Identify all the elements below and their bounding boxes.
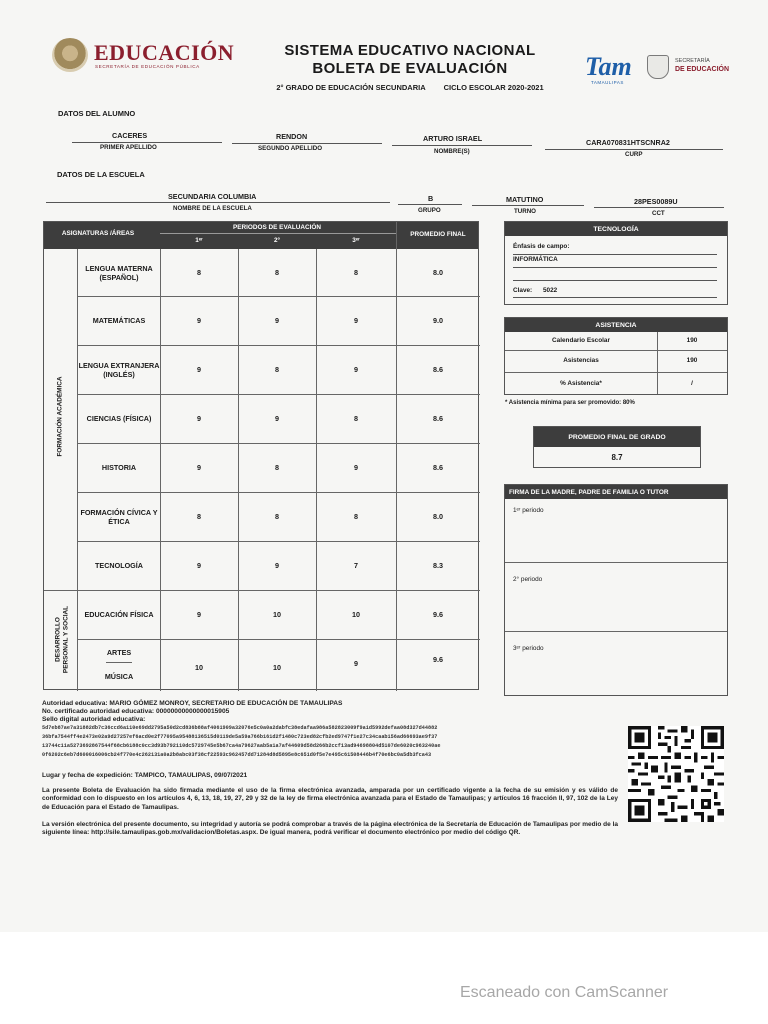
tamaulipas-logo bbox=[585, 52, 735, 88]
signature-period-1: 1ᵉʳ periodo bbox=[513, 507, 544, 514]
verification-paragraph: La versión electrónica del presente documento, su integridad y autoría se podrá comprobar a través de la página electrónica de la Secretaría de Educación de Tamaulipas por medio de la siguiente línea: http://sile.tamaulipas.gob.mx/validacion/Boletas.aspx. De igual manera, podrá verificar el documento electrónico por medio del código QR. bbox=[42, 821, 618, 837]
document-title: BOLETA DE EVALUACIÓN bbox=[312, 60, 508, 77]
seal-line-3: 13744c11a5273692867544f68cb6188c0cc3d93b792110dc5729745e5b67ca4a79627aab5a1a7af44609d58d266b2ccf13ad94698804d5107de6020c963240ae bbox=[42, 743, 441, 749]
emphasis-label: Énfasis de campo: bbox=[513, 243, 570, 250]
subject-name: TECNOLOGÍA bbox=[95, 561, 143, 570]
qr-code-icon[interactable] bbox=[628, 726, 724, 822]
grade-period-3: 8 bbox=[354, 512, 358, 521]
shift-value: MATUTINO bbox=[506, 195, 544, 204]
signature-legal-paragraph: La presente Boleta de Evaluación ha sido firmada mediante el uso de la firma electrónica avanzada, amparada por un certificado vigente a la fecha de su emisión y es válido de conformidad con lo dispuesto en los artículos 4, 6, 13, 18, 19, 27, 29 y 32 de la ley de firma electrónica avanzada para el Estado de Tamaulipas; y artículos 16 fracción II, 97, 102 de la Ley de Educación para el Estado de Tamaulipas. bbox=[42, 787, 618, 811]
personal-group-label-1: DESARROLLO bbox=[54, 617, 62, 662]
names-value: ARTURO ISRAEL bbox=[423, 134, 483, 143]
place-date: Lugar y fecha de expedición: TAMPICO, TAMAULIPAS, 09/07/2021 bbox=[42, 772, 248, 779]
state-shield-icon bbox=[647, 55, 669, 79]
school-name-label: NOMBRE DE LA ESCUELA bbox=[173, 205, 252, 212]
grid-line bbox=[505, 631, 727, 632]
subject-name: HISTORIA bbox=[101, 463, 137, 472]
grade-period-3: 9 bbox=[354, 659, 358, 668]
grade-period-2: 9 bbox=[275, 316, 279, 325]
periods-column-header: PERIODOS DE EVALUACIÓN bbox=[233, 224, 321, 231]
percent-value: / bbox=[691, 380, 693, 387]
signature-period-2: 2° periodo bbox=[513, 576, 543, 583]
attendance-note: * Asistencia mínima para ser promovido: 80% bbox=[505, 400, 635, 406]
attendance-panel-title: ASISTENCIA bbox=[505, 318, 727, 332]
grade-period-2: 10 bbox=[273, 610, 281, 619]
subjects-column-header: ASIGNATURAS /ÁREAS bbox=[61, 230, 135, 237]
attendance-value: 190 bbox=[686, 357, 698, 364]
grade-period-1: 10 bbox=[195, 663, 203, 672]
final-average: 8.6 bbox=[433, 414, 443, 423]
subject-name: EDUCACIÓN FÍSICA bbox=[84, 610, 154, 619]
state-sec-line2: DE EDUCACIÓN bbox=[675, 66, 730, 73]
national-seal-icon bbox=[52, 38, 88, 72]
grade-period-1: 8 bbox=[197, 512, 201, 521]
seal-line-2: 36bfa7544ff4e2473e02a9d27257ef6acd0e2f77095a95488136515d0119de5a59a766b161d2f1480c723ed82cfb2ed9747f1e27c34caab156ad66693ae9f37 bbox=[42, 734, 438, 740]
final-average: 8.3 bbox=[433, 561, 443, 570]
attendance-label: Asistencias bbox=[563, 357, 599, 364]
period-3-header: 3ᵉʳ bbox=[352, 237, 360, 244]
period-2-header: 2° bbox=[273, 237, 281, 244]
academic-group-label: FORMACIÓN ACADÉMICA bbox=[56, 376, 64, 457]
subject-subname: MÚSICA bbox=[104, 671, 134, 681]
grade-period-1: 9 bbox=[197, 561, 201, 570]
key-label: Clave: bbox=[513, 287, 533, 294]
first-surname-label: PRIMER APELLIDO bbox=[100, 144, 157, 151]
second-surname-label: SEGUNDO APELLIDO bbox=[258, 145, 323, 152]
calendar-value: 190 bbox=[686, 337, 698, 344]
second-surname-value: RENDON bbox=[276, 132, 308, 141]
grade-period-2: 10 bbox=[273, 663, 281, 672]
underline bbox=[232, 143, 382, 144]
authority-line: Autoridad educativa: MARIO GÓMEZ MONROY, SECRETARIO DE EDUCACIÓN DE TAMAULIPAS bbox=[42, 700, 343, 707]
underline bbox=[513, 297, 717, 298]
grade-period-2: 9 bbox=[275, 561, 279, 570]
grade-period-2: 9 bbox=[275, 414, 279, 423]
period-1-header: 1ᵉʳ bbox=[195, 237, 203, 244]
certificate-number: No. certificado autoridad educativa: 00000000000000015905 bbox=[42, 708, 230, 715]
underline bbox=[72, 142, 222, 143]
underline bbox=[513, 280, 717, 281]
student-section-title: DATOS DEL ALUMNO bbox=[58, 109, 136, 118]
final-average: 8.0 bbox=[433, 512, 443, 521]
school-name-value: SECUNDARIA COLUMBIA bbox=[168, 192, 257, 201]
final-grade-panel bbox=[533, 426, 701, 468]
subject-name: ARTES bbox=[106, 647, 132, 657]
sep-brand: EDUCACIÓN bbox=[94, 40, 235, 65]
school-section-title: DATOS DE LA ESCUELA bbox=[57, 170, 145, 179]
final-grade-value: 8.7 bbox=[611, 453, 623, 462]
tam-brand: Tam bbox=[585, 52, 632, 81]
grade-period-1: 9 bbox=[197, 365, 201, 374]
grades-table-header bbox=[44, 222, 478, 249]
grade-period-1: 9 bbox=[197, 414, 201, 423]
technology-panel bbox=[504, 221, 728, 305]
signature-period-3: 3ᵉʳ periodo bbox=[513, 645, 544, 652]
grade-period-1: 8 bbox=[197, 268, 201, 277]
grade-period-1: 9 bbox=[197, 316, 201, 325]
grade-period-3: 9 bbox=[354, 365, 358, 374]
personal-group-label-2: PERSONAL Y SOCIAL bbox=[62, 605, 70, 674]
grade-label: 2° GRADO DE EDUCACIÓN SECUNDARIA bbox=[276, 83, 426, 92]
camscanner-watermark: Escaneado con CamScanner bbox=[460, 984, 669, 1001]
subject-name: CIENCIAS (FÍSICA) bbox=[86, 414, 152, 423]
subject-name: MATEMÁTICAS bbox=[92, 316, 146, 325]
underline bbox=[46, 202, 390, 203]
final-average: 9.6 bbox=[433, 655, 443, 664]
attendance-panel bbox=[504, 317, 728, 395]
names-label: NOMBRE(S) bbox=[434, 148, 470, 155]
subject-name: LENGUA EXTRANJERA (INGLÉS) bbox=[78, 360, 160, 379]
grade-period-2: 8 bbox=[275, 463, 279, 472]
grade-period-3: 8 bbox=[354, 268, 358, 277]
underline bbox=[472, 205, 584, 206]
signature-panel bbox=[504, 484, 728, 696]
group-label: GRUPO bbox=[418, 207, 441, 214]
grade-period-1: 9 bbox=[197, 610, 201, 619]
underline bbox=[392, 145, 532, 146]
underline bbox=[398, 204, 462, 205]
grid-line bbox=[505, 562, 727, 563]
grid-line bbox=[505, 372, 727, 373]
underline bbox=[513, 254, 717, 255]
subject-name: LENGUA MATERNA (ESPAÑOL) bbox=[85, 263, 153, 282]
final-column-header: PROMEDIO FINAL bbox=[410, 231, 466, 238]
calendar-label: Calendario Escolar bbox=[552, 337, 610, 344]
grid-line bbox=[505, 350, 727, 351]
sep-brand-sub: SECRETARÍA DE EDUCACIÓN PÚBLICA bbox=[95, 64, 200, 69]
shift-label: TURNO bbox=[514, 208, 536, 215]
seal-line-4: 0f6202c6eb7d600016006cb24f770e4c262131a0a2b8abc03f38cf22593c962457dd71284d8d5895e8c651d0f5e7e495c61508446b4f70e6bc0a5db3fca43 bbox=[42, 752, 432, 758]
underline bbox=[513, 267, 717, 268]
first-surname-value: CACERES bbox=[112, 131, 148, 140]
grade-period-3: 8 bbox=[354, 414, 358, 423]
group-value: B bbox=[428, 194, 434, 203]
grade-period-3: 9 bbox=[354, 463, 358, 472]
signature-panel-title: FIRMA DE LA MADRE, PADRE DE FAMILIA O TUTOR bbox=[505, 485, 727, 499]
percent-label: % Asistencia* bbox=[560, 380, 602, 387]
sep-logo bbox=[52, 38, 252, 74]
final-average: 8.0 bbox=[433, 268, 443, 277]
seal-line-1: 5d7eb87ae7a31882db7c36ccd6a110e69dd2795a50d2cd836b88af4061909a32076e5c0a0a2dabfc38edafaa986a582823009f9a1d5992defaa08d327d44882 bbox=[42, 725, 438, 731]
system-title: SISTEMA EDUCATIVO NACIONAL bbox=[284, 42, 536, 59]
header-divider bbox=[160, 233, 396, 234]
final-average: 9.0 bbox=[433, 316, 443, 325]
final-average: 9.6 bbox=[433, 610, 443, 619]
grade-period-3: 10 bbox=[352, 610, 360, 619]
key-value: 5022 bbox=[543, 287, 558, 294]
grade-period-3: 9 bbox=[354, 316, 358, 325]
grade-cycle-line bbox=[250, 83, 570, 92]
cct-label: CCT bbox=[652, 210, 665, 217]
tam-brand-sub: TAMAULIPAS bbox=[591, 80, 624, 85]
curp-value: CARA070831HTSCNRA2 bbox=[586, 138, 670, 147]
subject-name: FORMACIÓN CÍVICA Y ÉTICA bbox=[80, 507, 158, 526]
emphasis-value: INFORMÁTICA bbox=[513, 256, 558, 263]
document-header bbox=[250, 42, 570, 92]
curp-label: CURP bbox=[625, 151, 643, 158]
cycle-label: CICLO ESCOLAR 2020-2021 bbox=[443, 83, 544, 92]
grade-period-1: 9 bbox=[197, 463, 201, 472]
final-average: 8.6 bbox=[433, 365, 443, 374]
grade-period-2: 8 bbox=[275, 268, 279, 277]
final-average: 8.6 bbox=[433, 463, 443, 472]
underline bbox=[545, 149, 723, 150]
seal-label: Sello digital autoridad educativa: bbox=[42, 716, 146, 723]
technology-panel-title: TECNOLOGÍA bbox=[505, 222, 727, 236]
final-grade-title: PROMEDIO FINAL DE GRADO bbox=[534, 427, 700, 447]
grade-period-2: 8 bbox=[275, 512, 279, 521]
cct-value: 28PES0089U bbox=[634, 197, 678, 206]
underline bbox=[594, 207, 724, 208]
grades-table bbox=[43, 221, 479, 690]
grade-period-2: 8 bbox=[275, 365, 279, 374]
grade-period-3: 7 bbox=[354, 561, 358, 570]
state-sec-line1: SECRETARÍA bbox=[675, 58, 710, 64]
